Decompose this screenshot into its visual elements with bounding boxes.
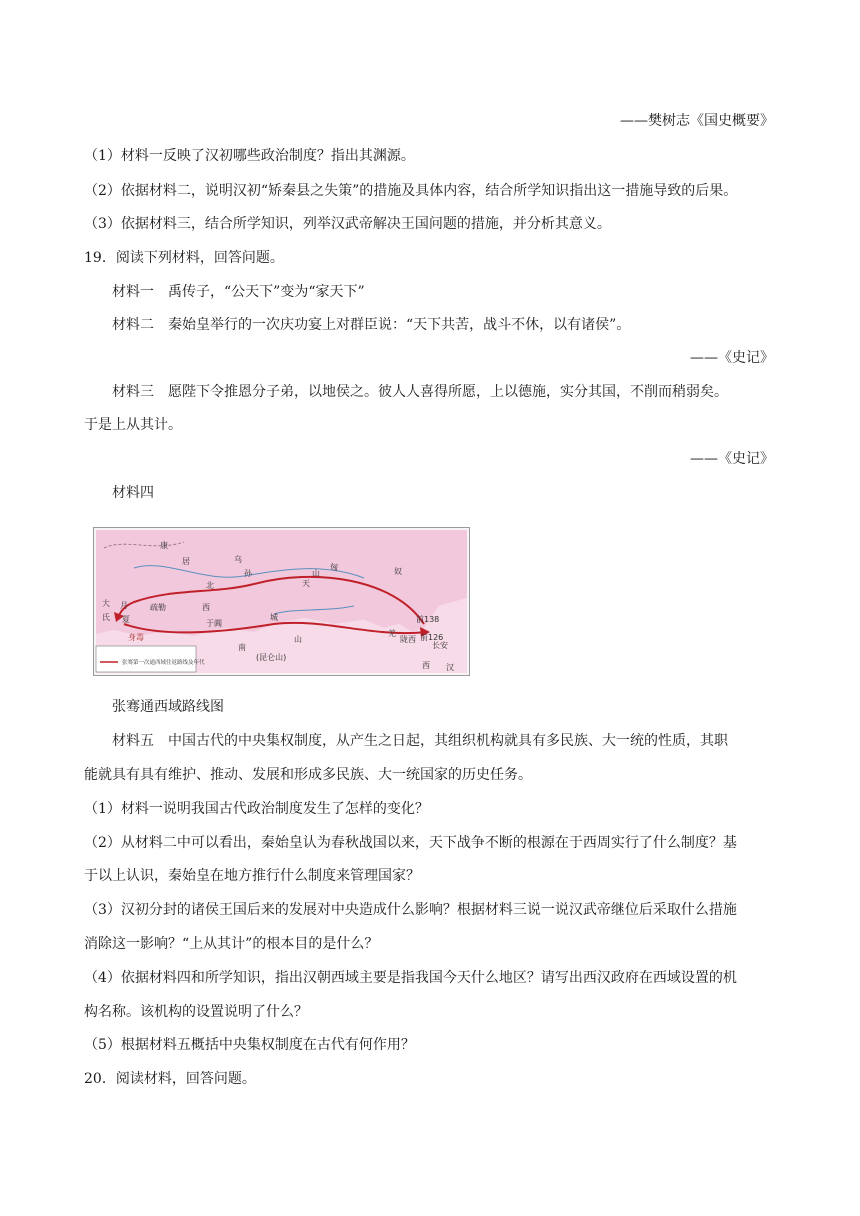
map-label-nanshan: 山	[294, 635, 302, 644]
map-label-wusun-1: 乌	[234, 555, 242, 564]
q19-material-5-line-1: 材料五 中国古代的中央集权制度，从产生之日起，其组织机构就具有多民族、大一统的性质，其职	[112, 733, 728, 749]
map-label-xihan-1: 西	[422, 661, 430, 670]
map-caption: 张骞通西域路线图	[112, 699, 224, 715]
q19-heading: 19．阅读下列材料，回答问题。	[84, 250, 284, 266]
map-legend-box	[96, 646, 196, 672]
map-label-xihan-2: 汉	[446, 663, 454, 672]
map-label-year-138: 前138	[416, 615, 440, 624]
q18-subquestion-1: （1）材料一反映了汉初哪些政治制度？指出其渊源。	[84, 148, 415, 164]
q18-subquestion-2: （2）依据材料二，说明汉初“矫秦县之失策”的措施及具体内容，结合所学知识指出这一措施导致的后果。	[84, 183, 738, 199]
q19-subquestion-3-line-2: 消除这一影响？“上从其计”的根本目的是什么？	[84, 936, 379, 952]
map-label-kangju-2: 居	[182, 557, 190, 566]
map-label-kangju-1: 康	[160, 541, 168, 550]
q18-subquestion-3: （3）依据材料三，结合所学知识，列举汉武帝解决王国问题的措施，并分析其意义。	[84, 216, 611, 232]
map-label-shendu: 身毒	[128, 633, 144, 642]
q19-material-3-line-1: 材料三 愿陛下令推恩分子弟，以地侯之。彼人人喜得所愿，上以德施，实分其国，不削而稍弱矣。	[112, 384, 728, 400]
q19-material-3-line-2: 于是上从其计。	[84, 417, 182, 433]
map-label-longxi: 陇西	[400, 635, 416, 644]
q19-subquestion-4-line-1: （4）依据材料四和所学知识，指出汉朝西域主要是指我国今天什么地区？请写出西汉政府在西域设置的机	[84, 970, 737, 986]
map-label-xia: 夏	[122, 615, 130, 624]
q19-material-2-source: ——《史记》	[690, 350, 774, 366]
map-label-xi: 西	[202, 603, 210, 612]
q19-material-3-source: ——《史记》	[690, 451, 774, 467]
q19-subquestion-5: （5）根据材料五概括中央集权制度在古代有何作用？	[84, 1037, 415, 1053]
map-label-yutian: 于阗	[206, 619, 222, 628]
map-label-kunlun: (昆仑山)	[256, 653, 287, 662]
map-label-nan: 南	[238, 643, 246, 652]
zhang-qian-route-map	[93, 527, 470, 676]
q19-subquestion-4-line-2: 构名称。该机构的设置说明了什么？	[84, 1004, 308, 1020]
q19-subquestion-2-line-1: （2）从材料二中可以看出，秦始皇认为春秋战国以来，天下战争不断的根源在于西周实行了什么制度？基	[84, 835, 737, 851]
map-label-xiong: 匈	[330, 563, 338, 572]
map-label-bei: 北	[206, 581, 214, 590]
map-label-yue: 月	[120, 601, 128, 610]
q19-subquestion-3-line-1: （3）汉初分封的诸侯王国后来的发展对中央造成什么影响？根据材料三说一说汉武帝继位后采取什么措施	[84, 902, 737, 918]
q19-subquestion-2-line-2: 于以上认识，秦始皇在地方推行什么制度来管理国家？	[84, 868, 420, 884]
q19-material-2: 材料二 秦始皇举行的一次庆功宴上对群臣说：“天下共苦，战斗不休，以有诸侯”。	[112, 317, 631, 333]
q19-material-1: 材料一 禹传子，“公天下”变为“家天下”	[112, 284, 365, 300]
map-label-da: 大	[102, 599, 110, 608]
q19-material-4-label: 材料四	[112, 485, 154, 501]
q19-subquestion-1: （1）材料一说明我国古代政治制度发生了怎样的变化？	[84, 801, 429, 817]
map-label-year-126: 前126	[420, 633, 444, 642]
map-label-nu: 奴	[394, 567, 402, 576]
map-label-shan: 山	[312, 569, 320, 578]
q18-source: ——樊树志《国史概要》	[620, 113, 774, 129]
route-map-svg	[94, 528, 469, 675]
map-label-wusun-2: 孙	[244, 569, 252, 578]
map-label-qiang: 羌	[388, 629, 396, 638]
land-region-north	[96, 530, 467, 636]
q19-material-5-line-2: 能就具有具有维护、推动、发展和形成多民族、大一统国家的历史任务。	[84, 767, 532, 783]
map-legend-text: 张骞第一次通西域往返路线及年代	[122, 660, 205, 666]
q20-heading: 20．阅读材料，回答问题。	[84, 1071, 256, 1087]
map-label-cheng: 城	[270, 613, 278, 622]
map-label-tian: 天	[302, 579, 310, 588]
map-label-shule: 疏勒	[150, 603, 166, 612]
map-label-shi: 氏	[102, 613, 110, 622]
map-label-changan: 长安	[432, 641, 448, 650]
